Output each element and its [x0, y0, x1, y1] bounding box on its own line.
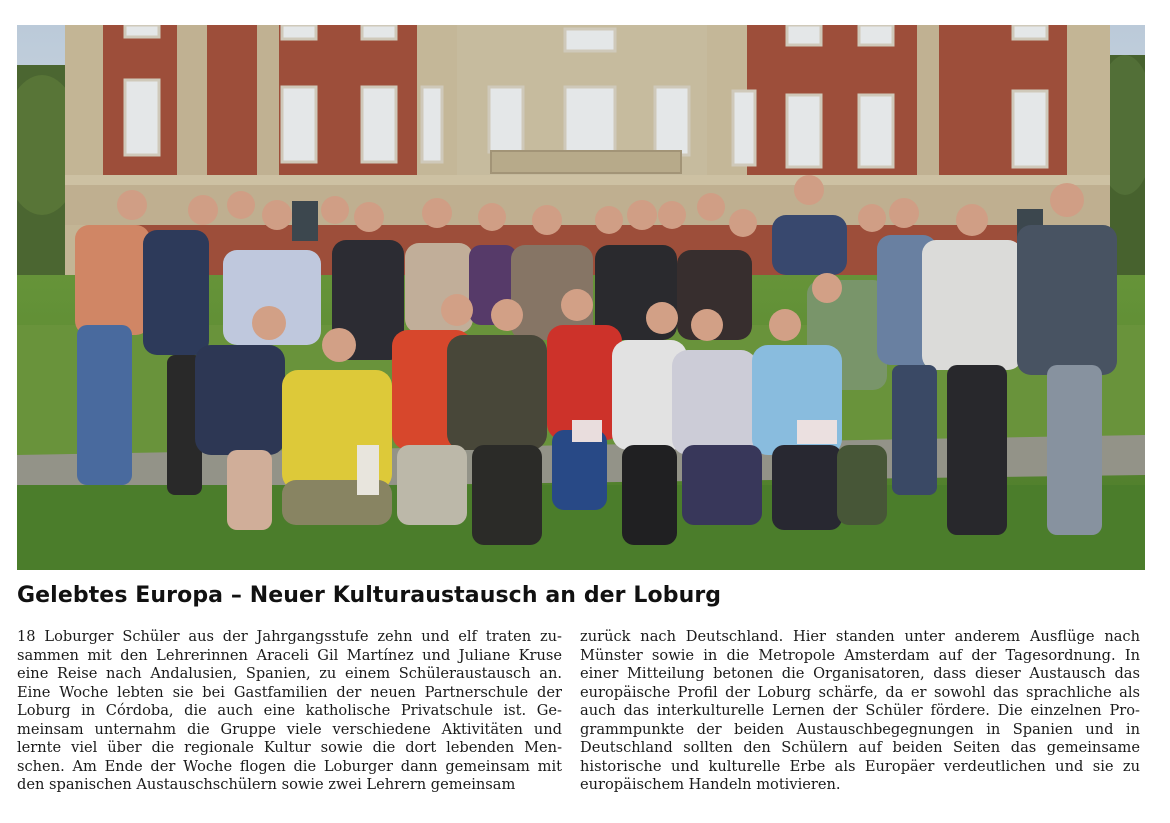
body-line: sammen mit den Lehrerinnen Araceli Gil Martínez und Juliane Kruse — [17, 646, 562, 664]
body-line: Deutschland sollten den Schülern auf beiden Seiten das gemeinsame — [580, 739, 1140, 756]
body-line: zurück nach Deutschland. Hier standen unter anderem Ausflüge nach — [580, 628, 1140, 645]
body-line: 18 Loburger Schüler aus der Jahrgangsstufe zehn und elf traten zu- — [17, 628, 562, 645]
article-column-left — [17, 628, 562, 795]
body-line: einer Mitteilung betonen die Organisatoren, dass dieser Austausch das — [580, 665, 1140, 682]
body-line: historische und kulturelle Erbe als Europäer verdeutlichen und sie zu — [580, 757, 1140, 775]
body-line: europäischem Handeln motivieren. — [580, 776, 841, 793]
body-line: auch das interkulturelle Lernen der Schüler fördere. Die einzelnen Pro- — [580, 702, 1140, 719]
body-line: den spanischen Austauschschülern sowie zwei Lehrern gemeinsam — [17, 776, 516, 793]
group-photo-icon — [17, 25, 1145, 570]
body-line: meinsam unternahm die Gruppe viele verschiedene Aktivitäten und — [17, 720, 562, 738]
article-headline: Gelebtes Europa – Neuer Kulturaustausch an der Loburg — [17, 583, 722, 608]
body-line: eine Reise nach Andalusien, Spanien, zu einem Schüleraustausch an. — [17, 665, 562, 682]
body-line: Loburg in Córdoba, die auch eine katholische Privatschule ist. Ge- — [17, 702, 562, 719]
body-line: schen. Am Ende der Woche flogen die Loburger dann gemeinsam mit — [17, 757, 562, 775]
body-line: Eine Woche lebten sie bei Gastfamilien der neuen Partnerschule der — [17, 683, 562, 701]
article-column-right — [580, 628, 1140, 795]
body-line: lernte viel über die regionale Kultur sowie die dort lebenden Men- — [17, 739, 562, 756]
body-line: grammpunkte der beiden Austauschbegegnungen in Spanien und in — [580, 720, 1140, 738]
body-line: europäische Profil der Loburg schärfe, da er sowohl das sprachliche als — [580, 683, 1140, 701]
group-photo — [17, 25, 1145, 570]
body-line: Münster sowie in die Metropole Amsterdam auf der Tagesordnung. In — [580, 646, 1140, 664]
